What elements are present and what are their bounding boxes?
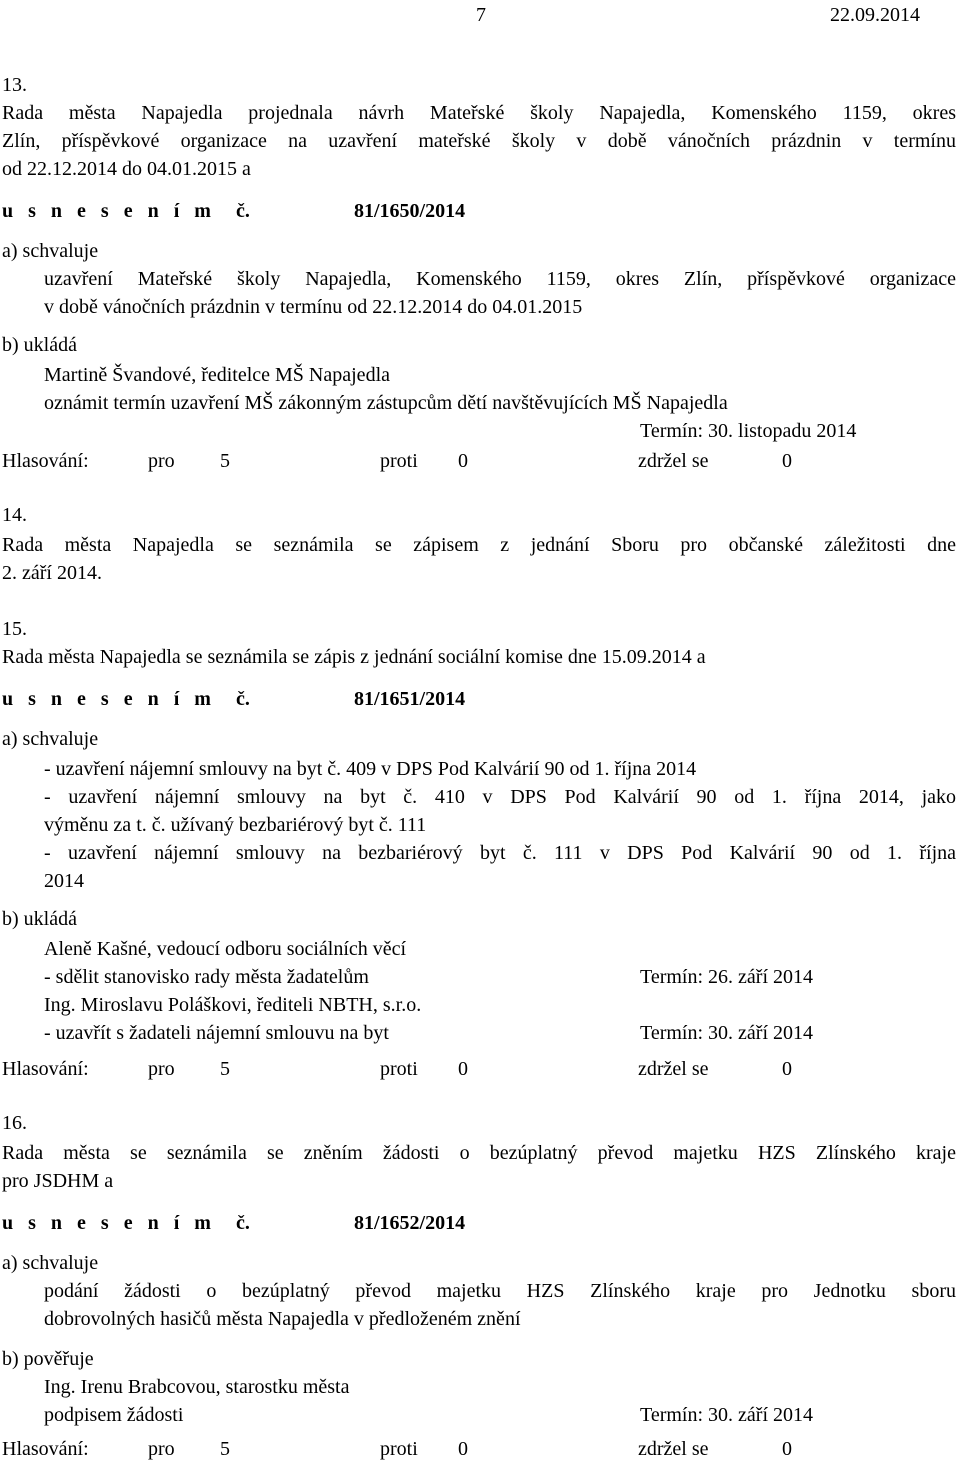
vote-pro-count: 5 xyxy=(220,1438,230,1460)
item-15-a-line-4: - uzavření nájemní smlouvy na bezbariérový byt č. 111 v DPS Pod Kalvárií 90 od 1. října xyxy=(44,842,956,864)
item-15-b-line-4: - uzavřít s žadateli nájemní smlouvu na byt xyxy=(44,1022,389,1044)
vote-proti-label: proti xyxy=(380,1438,418,1460)
item-15-b-line-1: Aleně Kašné, vedoucí odboru sociálních věcí xyxy=(44,938,407,960)
item-13-a-line-2: v době vánočních prázdnin v termínu od 22.12.2014 do 04.01.2015 xyxy=(44,296,583,318)
item-16-a-line-2: dobrovolných hasičů města Napajedla v předloženém znění xyxy=(44,1308,521,1330)
vote-zdrzel-count: 0 xyxy=(782,1438,792,1460)
vote-proti-count: 0 xyxy=(458,450,468,472)
item-13-b-line-1: Martině Švandové, ředitelce MŠ Napajedla xyxy=(44,364,390,386)
vote-label: Hlasování: xyxy=(2,450,89,472)
item-13-text-line-3: od 22.12.2014 do 04.01.2015 a xyxy=(2,158,251,180)
vote-proti-count: 0 xyxy=(458,1058,468,1080)
item-15-text-line-1: Rada města Napajedla se seznámila se zápis z jednání sociální komise dne 15.09.2014 a xyxy=(2,646,706,668)
cislo-label: č. xyxy=(236,200,250,222)
vote-pro-count: 5 xyxy=(220,1058,230,1080)
item-16-a-line-1: podání žádosti o bezúplatný převod majetku HZS Zlínského kraje pro Jednotku sboru xyxy=(44,1280,956,1302)
item-16-text-line-2: pro JSDHM a xyxy=(2,1170,114,1192)
vote-pro-label: pro xyxy=(148,1058,175,1080)
item-13-termin: Termín: 30. listopadu 2014 xyxy=(640,420,857,442)
item-15-a-line-2: - uzavření nájemní smlouvy na byt č. 410 v DPS Pod Kalvárií 90 od 1. října 2014, jako xyxy=(44,786,956,808)
item-16-text-line-1: Rada města se seznámila se zněním žádosti o bezúplatný převod majetku HZS Zlínského kraje xyxy=(2,1142,956,1164)
item-15-number: 15. xyxy=(2,618,27,640)
item-15-termin-2: Termín: 30. září 2014 xyxy=(640,1022,813,1044)
vote-proti-label: proti xyxy=(380,1058,418,1080)
resolution-number: 81/1650/2014 xyxy=(354,200,466,222)
vote-zdrzel-count: 0 xyxy=(782,1058,792,1080)
item-13-a-line-1: uzavření Mateřské školy Napajedla, Komenského 1159, okres Zlín, příspěvkové organizace xyxy=(44,268,956,290)
item-13-number: 13. xyxy=(2,74,27,96)
document-date: 22.09.2014 xyxy=(830,4,920,26)
usneseni-label: u s n e s e n í m xyxy=(2,1212,216,1234)
cislo-label: č. xyxy=(236,688,250,710)
vote-label: Hlasování: xyxy=(2,1438,89,1460)
vote-pro-label: pro xyxy=(148,1438,175,1460)
usneseni-label: u s n e s e n í m xyxy=(2,200,216,222)
usneseni-label: u s n e s e n í m xyxy=(2,688,216,710)
poveruje-label: b) pověřuje xyxy=(2,1348,94,1370)
vote-zdrzel-label: zdržel se xyxy=(638,450,709,472)
vote-pro-count: 5 xyxy=(220,450,230,472)
item-16-number: 16. xyxy=(2,1112,27,1134)
item-15-a-line-5: 2014 xyxy=(44,870,84,892)
item-13-b-line-2: oznámit termín uzavření MŠ zákonným zástupcům dětí navštěvujících MŠ Napajedla xyxy=(44,392,728,414)
page-number: 7 xyxy=(476,4,486,26)
item-13-text-line-1: Rada města Napajedla projednala návrh Mateřské školy Napajedla, Komenského 1159, okres xyxy=(2,102,956,124)
item-16-termin: Termín: 30. září 2014 xyxy=(640,1404,813,1426)
schvaluje-label: a) schvaluje xyxy=(2,240,99,262)
vote-proti-label: proti xyxy=(380,450,418,472)
item-14-number: 14. xyxy=(2,504,27,526)
item-15-a-line-1: - uzavření nájemní smlouvy na byt č. 409 v DPS Pod Kalvárií 90 od 1. října 2014 xyxy=(44,758,697,780)
item-14-text-line-2: 2. září 2014. xyxy=(2,562,102,584)
item-15-a-line-3: výměnu za t. č. užívaný bezbariérový byt č. 111 xyxy=(44,814,427,836)
item-15-termin-1: Termín: 26. září 2014 xyxy=(640,966,813,988)
item-14-text-line-1: Rada města Napajedla se seznámila se zápisem z jednání Sboru pro občanské záležitosti dne xyxy=(2,534,956,556)
vote-label: Hlasování: xyxy=(2,1058,89,1080)
cislo-label: č. xyxy=(236,1212,250,1234)
schvaluje-label: a) schvaluje xyxy=(2,728,99,750)
item-15-b-line-3: Ing. Miroslavu Poláškovi, řediteli NBTH, s.r.o. xyxy=(44,994,422,1016)
vote-pro-label: pro xyxy=(148,450,175,472)
item-16-b-line-2: podpisem žádosti xyxy=(44,1404,184,1426)
vote-zdrzel-label: zdržel se xyxy=(638,1058,709,1080)
item-15-b-line-2: - sdělit stanovisko rady města žadatelům xyxy=(44,966,369,988)
schvaluje-label: a) schvaluje xyxy=(2,1252,99,1274)
item-13-text-line-2: Zlín, příspěvkové organizace na uzavření mateřské školy v době vánočních prázdnin v termínu xyxy=(2,130,956,152)
resolution-number: 81/1651/2014 xyxy=(354,688,466,710)
item-16-b-line-1: Ing. Irenu Brabcovou, starostku města xyxy=(44,1376,350,1398)
uklada-label: b) ukládá xyxy=(2,334,77,356)
resolution-number: 81/1652/2014 xyxy=(354,1212,466,1234)
vote-proti-count: 0 xyxy=(458,1438,468,1460)
uklada-label: b) ukládá xyxy=(2,908,77,930)
vote-zdrzel-label: zdržel se xyxy=(638,1438,709,1460)
vote-zdrzel-count: 0 xyxy=(782,450,792,472)
